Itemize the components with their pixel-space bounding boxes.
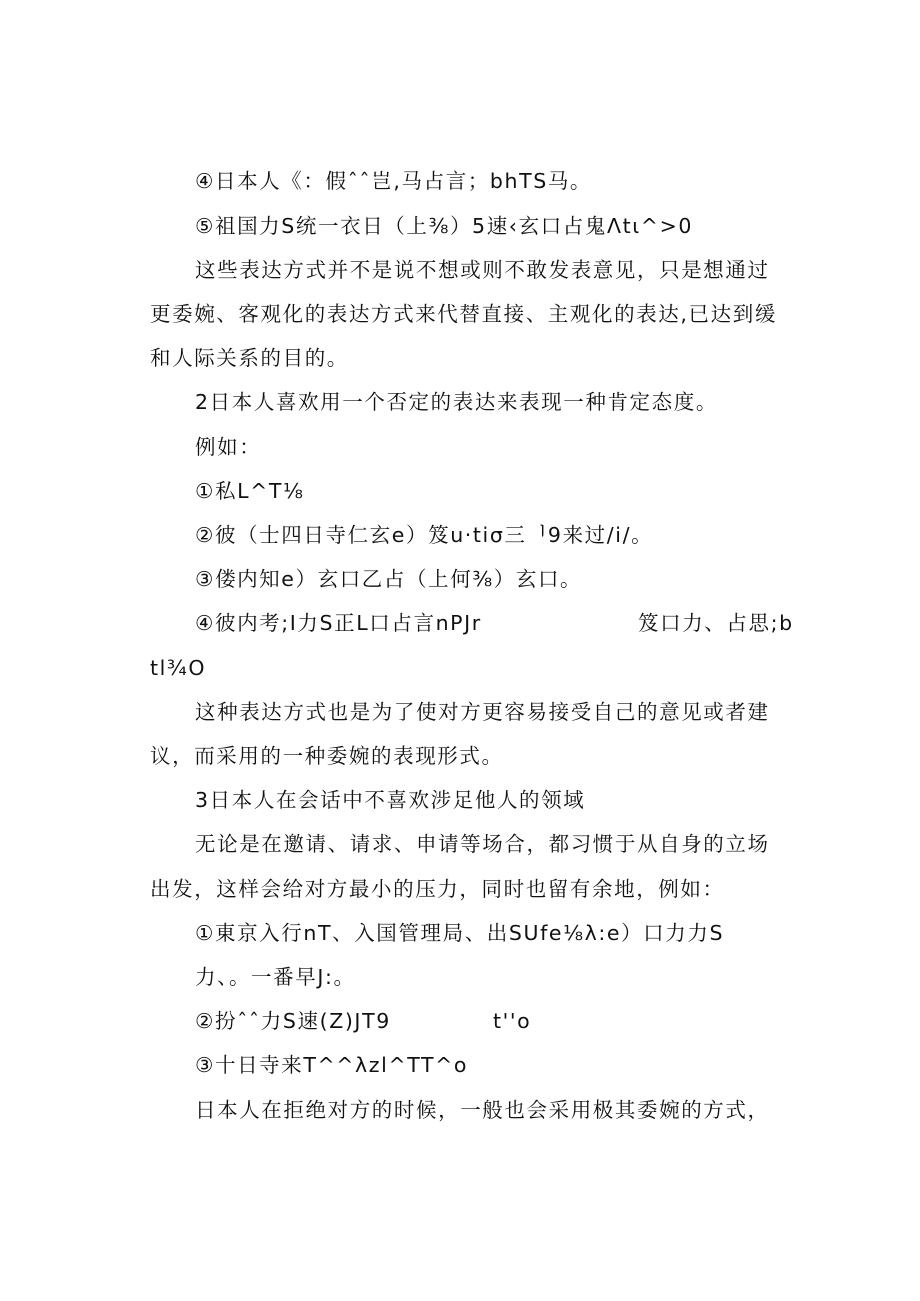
example-intro: 例如： (195, 435, 262, 459)
example-b1-continuation: 力、。一番早J:。 (195, 965, 356, 989)
example-b1-line: ①東京入行nT、入国管理局、出SUfe⅛λ:e）口力力S (195, 921, 725, 945)
example-4-continuation: tl¾O (150, 656, 207, 680)
example-1-line: ①私L^T⅛ (195, 479, 305, 503)
paragraph-1-line-3: 和人际关系的目的。 (150, 346, 349, 370)
example-b3-line: ③十日寺来T^^λzl^TT^o (195, 1053, 469, 1077)
section-heading-2: 2日本人喜欢用一个否定的表达来表现一种肯定态度。 (195, 390, 718, 414)
paragraph-1-line-1: 这些表达方式并不是说不想或则不敢发表意见，只是想通过 (195, 258, 770, 282)
example-b2-tail: t''o (493, 1009, 532, 1033)
paragraph-2-line-1: 这种表达方式也是为了使对方更容易接受自己的意见或者建 (195, 700, 770, 724)
example-3-line: ③偻内知e）玄口乙占（上何⅜）玄口。 (195, 567, 583, 591)
paragraph-2-line-2: 议，而采用的一种委婉的表现形式。 (150, 744, 504, 768)
example-5-line: ⑤祖国力S统一衣日（上⅜）5速‹玄口占鬼Λtι^>0 (195, 214, 693, 238)
example-4-tail: 笈口力、占思;b (638, 611, 794, 635)
paragraph-3-line-1: 无论是在邀请、请求、申请等场合，都习惯于从自身的立场 (195, 832, 770, 856)
example-b2-line: ②扮ˆˆ力S速(Z)JT9 (195, 1009, 391, 1033)
example-2-line: ②彼（士四日寺仁玄e）笈u·tiσ三ᅵ9来过∕i∕。 (195, 523, 654, 547)
paragraph-1-line-2: 更委婉、客观化的表达方式来代替直接、主观化的表达,已达到缓 (150, 302, 777, 326)
section-heading-3: 3日本人在会话中不喜欢涉足他人的领域 (195, 788, 586, 812)
example-4-main-line: ④彼内考;I力S正L口占言nPJr (195, 611, 482, 635)
example-4-line: ④日本人《：假ˆˆ岂,马占言；bhTS马。 (195, 169, 593, 193)
paragraph-4-line-1: 日本人在拒绝对方的时候，一般也会采用极其委婉的方式， (195, 1098, 770, 1122)
paragraph-3-line-2: 出发，这样会给对方最小的压力，同时也留有余地，例如： (150, 877, 725, 901)
